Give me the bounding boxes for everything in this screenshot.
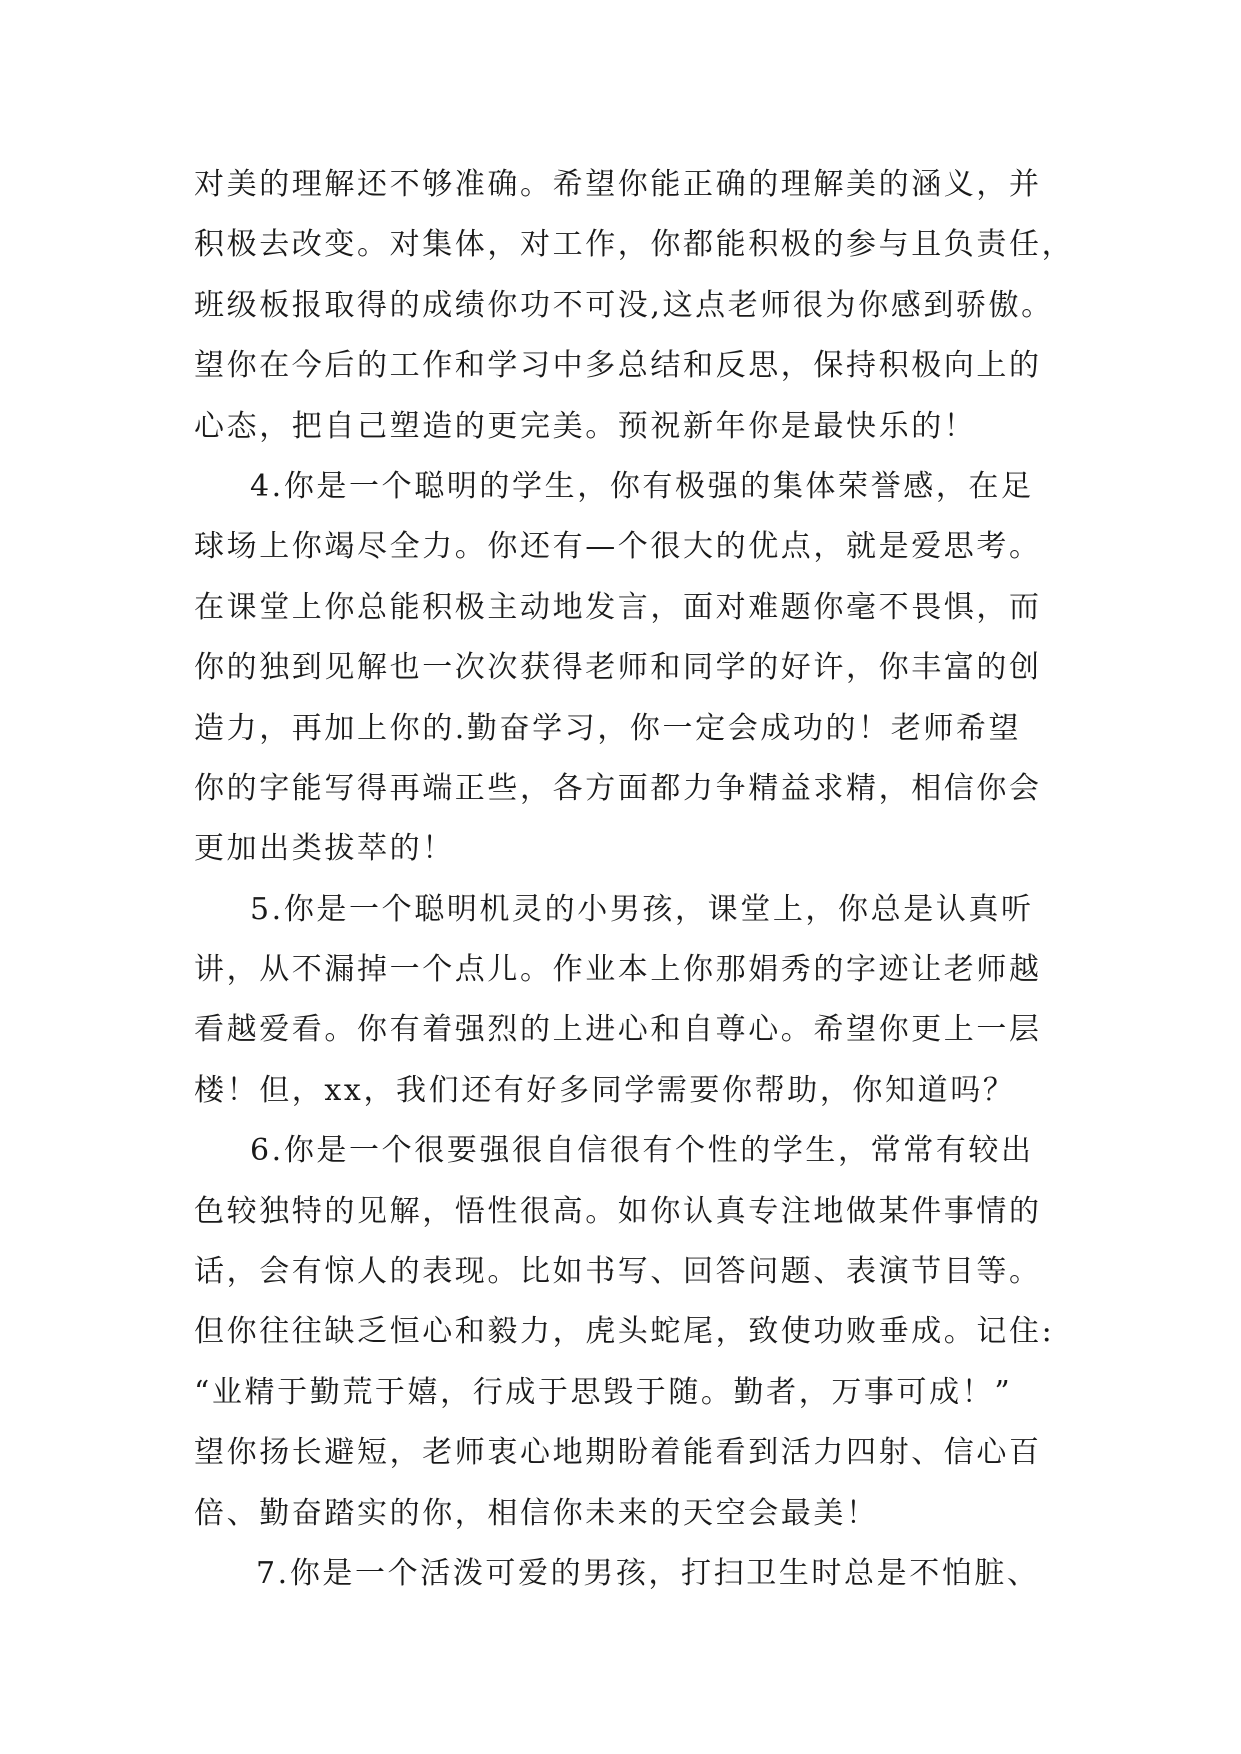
text-line: 心态，把自己塑造的更完美。预祝新年你是最快乐的！ — [194, 408, 977, 444]
paragraph-7-start: 7.你是一个活泼可爱的男孩，打扫卫生时总是不怕脏、 — [256, 1555, 1040, 1591]
text-line: 色较独特的见解，悟性很高。如你认真专注地做某件事情的 — [194, 1193, 1042, 1229]
text-line: 望你在今后的工作和学习中多总结和反思，保持积极向上的 — [194, 348, 1042, 384]
text-line: 班级板报取得的成绩你功不可没,这点老师很为你感到骄傲。 — [194, 287, 1054, 323]
text-line: 球场上你竭尽全力。你还有—个很大的优点，就是爱思考。 — [194, 529, 1042, 565]
text-line: 话，会有惊人的表现。比如书写、回答问题、表演节目等。 — [194, 1254, 1042, 1290]
text-line: 造力，再加上你的.勤奋学习，你一定会成功的！老师希望 — [194, 710, 1022, 746]
text-line: “业精于勤荒于嬉，行成于思毁于随。勤者，万事可成！” — [194, 1374, 1013, 1410]
text-line: 更加出类拔萃的！ — [194, 831, 455, 867]
text-line: 你的独到见解也一次次获得老师和同学的好许，你丰富的创 — [194, 650, 1042, 686]
text-line: 讲，从不漏掉一个点儿。作业本上你那娟秀的字迹让老师越 — [194, 952, 1042, 988]
text-line: 看越爱看。你有着强烈的上进心和自尊心。希望你更上一层 — [194, 1012, 1042, 1048]
text-line: 望你扬长避短，老师衷心地期盼着能看到活力四射、信心百 — [194, 1435, 1042, 1471]
text-line: 但你往往缺乏恒心和毅力，虎头蛇尾，致使功败垂成。记住: — [194, 1314, 1055, 1350]
document-body — [194, 155, 1074, 1604]
text-line: 倍、勤奋踏实的你，相信你未来的天空会最美！ — [194, 1495, 879, 1531]
text-line: 你的字能写得再端正些，各方面都力争精益求精，相信你会 — [194, 770, 1042, 806]
paragraph-6-start: 6.你是一个很要强很自信很有个性的学生，常常有较出 — [250, 1133, 1034, 1169]
text-line: 积极去改变。对集体，对工作，你都能积极的参与且负责任， — [194, 227, 1075, 263]
text-line: 对美的理解还不够准确。希望你能正确的理解美的涵义，并 — [194, 167, 1042, 202]
text-line: 楼！但，xx，我们还有好多同学需要你帮助，你知道吗？ — [194, 1072, 1016, 1108]
paragraph-4-start: 4.你是一个聪明的学生，你有极强的集体荣誉感，在足 — [250, 468, 1034, 504]
paragraph-5-start: 5.你是一个聪明机灵的小男孩，课堂上，你总是认真听 — [250, 891, 1034, 927]
text-line: 在课堂上你总能积极主动地发言，面对难题你毫不畏惧，而 — [194, 589, 1042, 625]
